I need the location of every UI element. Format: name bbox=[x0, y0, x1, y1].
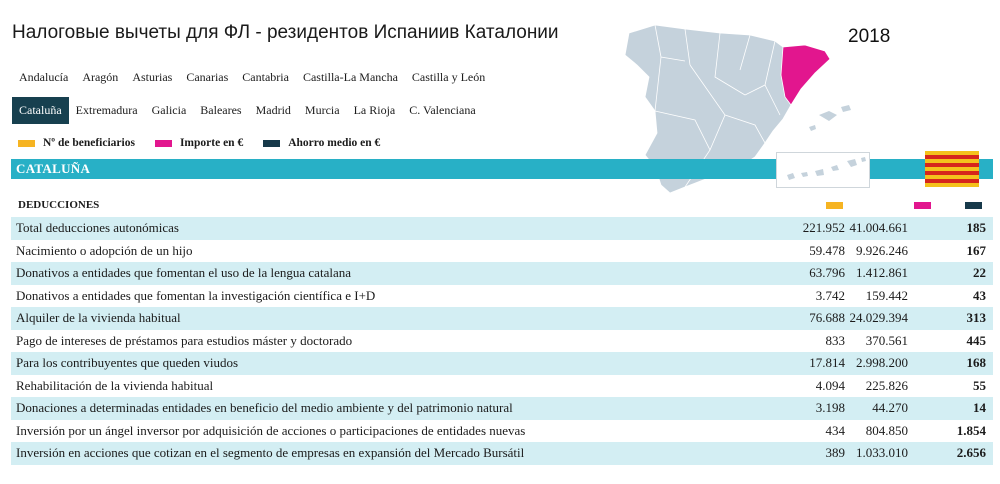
row-importe: 804.850 bbox=[865, 422, 908, 438]
row-ahorro: 167 bbox=[966, 242, 986, 258]
legend bbox=[18, 137, 400, 149]
row-label: Inversión en acciones que cotizan en el segmento de empresas en expansión del Mercado Bursátil bbox=[16, 445, 525, 460]
row-label: Inversión por un ángel inversor por adquisición de acciones o participaciones de entidades nuevas bbox=[16, 422, 526, 438]
cataluna-region bbox=[781, 45, 830, 105]
row-importe: 1.033.010 bbox=[856, 445, 908, 460]
row-label: Alquiler de la vivienda habitual bbox=[16, 310, 181, 325]
canary-islands bbox=[787, 157, 866, 180]
deductions-table bbox=[11, 217, 993, 465]
table-row bbox=[11, 352, 993, 375]
legend-label: Ahorro medio en € bbox=[288, 137, 381, 149]
row-ahorro: 55 bbox=[973, 377, 986, 393]
row-label: Pago de intereses de préstamos para estudios máster y doctorado bbox=[16, 332, 353, 348]
row-label: Donaciones a determinadas entidades en beneficio del medio ambiente y del patrimonio natural bbox=[16, 400, 513, 415]
tab-canarias[interactable]: Canarias bbox=[186, 70, 229, 84]
cataluna-flag-icon bbox=[925, 151, 979, 187]
row-label: Nacimiento o adopción de un hijo bbox=[16, 242, 193, 258]
table-row bbox=[11, 262, 993, 285]
region-tabs-row-1 bbox=[12, 64, 492, 91]
legend-swatch-navy bbox=[263, 140, 280, 147]
table-row bbox=[11, 217, 993, 240]
row-ahorro: 1.854 bbox=[956, 422, 986, 438]
tab-galicia[interactable]: Galicia bbox=[151, 103, 187, 117]
deductions-header: DEDUCCIONES bbox=[18, 199, 100, 211]
row-importe: 1.412.861 bbox=[856, 265, 908, 280]
legend-swatch-pink bbox=[155, 140, 172, 147]
row-beneficiarios: 59.478 bbox=[809, 242, 845, 258]
row-importe: 24.029.394 bbox=[849, 310, 908, 325]
row-label: Rehabilitación de la vivienda habitual bbox=[16, 377, 214, 393]
row-beneficiarios: 434 bbox=[825, 422, 845, 438]
legend-swatch-yellow bbox=[18, 140, 35, 147]
table-row bbox=[11, 240, 993, 263]
tab-cataluna[interactable]: Cataluña bbox=[12, 97, 69, 124]
tab-madrid[interactable]: Madrid bbox=[255, 103, 291, 117]
row-ahorro: 313 bbox=[966, 310, 986, 325]
legend-label: Nº de beneficiarios bbox=[43, 137, 135, 149]
tab-castilla-y-leon[interactable]: Castilla y León bbox=[411, 70, 486, 84]
region-title: CATALUÑA bbox=[16, 161, 91, 176]
row-importe: 370.561 bbox=[865, 332, 908, 348]
tab-andalucia[interactable]: Andalucía bbox=[19, 70, 69, 84]
tab-castilla-la-mancha[interactable]: Castilla-La Mancha bbox=[302, 70, 398, 84]
row-importe: 9.926.246 bbox=[856, 242, 908, 258]
row-beneficiarios: 221.952 bbox=[802, 220, 845, 235]
tab-murcia[interactable]: Murcia bbox=[304, 103, 340, 117]
region-tabs-row-2 bbox=[12, 97, 483, 124]
row-beneficiarios: 4.094 bbox=[815, 377, 845, 393]
row-ahorro: 14 bbox=[973, 400, 986, 415]
page-title: Налоговые вычеты для ФЛ - резидентов Испаниив Каталонии bbox=[12, 22, 559, 43]
row-ahorro: 168 bbox=[966, 355, 986, 370]
column-swatch-importe bbox=[914, 202, 931, 209]
table-row bbox=[11, 307, 993, 330]
row-importe: 225.826 bbox=[865, 377, 908, 393]
row-ahorro: 185 bbox=[966, 220, 986, 235]
tab-cantabria[interactable]: Cantabria bbox=[242, 70, 289, 84]
row-importe: 2.998.200 bbox=[856, 355, 908, 370]
row-importe: 41.004.661 bbox=[849, 220, 908, 235]
row-beneficiarios: 389 bbox=[825, 445, 845, 460]
row-label: Total deducciones autonómicas bbox=[16, 220, 179, 235]
tab-extremadura[interactable]: Extremadura bbox=[75, 103, 138, 117]
table-row bbox=[11, 420, 993, 443]
row-beneficiarios: 76.688 bbox=[809, 310, 845, 325]
row-ahorro: 2.656 bbox=[956, 445, 986, 460]
row-label: Donativos a entidades que fomentan la investigación científica e I+D bbox=[16, 287, 376, 303]
row-importe: 159.442 bbox=[865, 287, 908, 303]
row-beneficiarios: 17.814 bbox=[809, 355, 845, 370]
column-swatch-ahorro bbox=[965, 202, 982, 209]
row-ahorro: 43 bbox=[973, 287, 986, 303]
row-label: Para los contribuyentes que queden viudos bbox=[16, 355, 239, 370]
row-label: Donativos a entidades que fomentan el uso de la lengua catalana bbox=[16, 265, 351, 280]
row-beneficiarios: 63.796 bbox=[809, 265, 845, 280]
tab-la-rioja[interactable]: La Rioja bbox=[353, 103, 396, 117]
tab-asturias[interactable]: Asturias bbox=[132, 70, 173, 84]
tab-baleares[interactable]: Baleares bbox=[200, 103, 242, 117]
row-ahorro: 22 bbox=[973, 265, 986, 280]
row-beneficiarios: 3.742 bbox=[815, 287, 845, 303]
canary-islands-inset bbox=[776, 152, 870, 188]
table-row bbox=[11, 330, 993, 353]
legend-item-importe bbox=[155, 137, 243, 149]
balearic-islands bbox=[809, 105, 851, 131]
legend-label: Importe en € bbox=[179, 137, 244, 149]
tab-c-valenciana[interactable]: C. Valenciana bbox=[409, 103, 476, 117]
tab-aragon[interactable]: Aragón bbox=[82, 70, 119, 84]
table-row bbox=[11, 397, 993, 420]
legend-item-beneficiarios bbox=[18, 137, 135, 149]
row-importe: 44.270 bbox=[872, 400, 908, 415]
row-beneficiarios: 3.198 bbox=[815, 400, 845, 415]
table-row bbox=[11, 375, 993, 398]
year-label: 2018 bbox=[848, 26, 891, 47]
legend-item-ahorro bbox=[263, 137, 380, 149]
table-row bbox=[11, 442, 993, 465]
table-row bbox=[11, 285, 993, 308]
row-beneficiarios: 833 bbox=[825, 332, 845, 348]
row-ahorro: 445 bbox=[966, 332, 986, 348]
column-swatch-beneficiarios bbox=[826, 202, 843, 209]
